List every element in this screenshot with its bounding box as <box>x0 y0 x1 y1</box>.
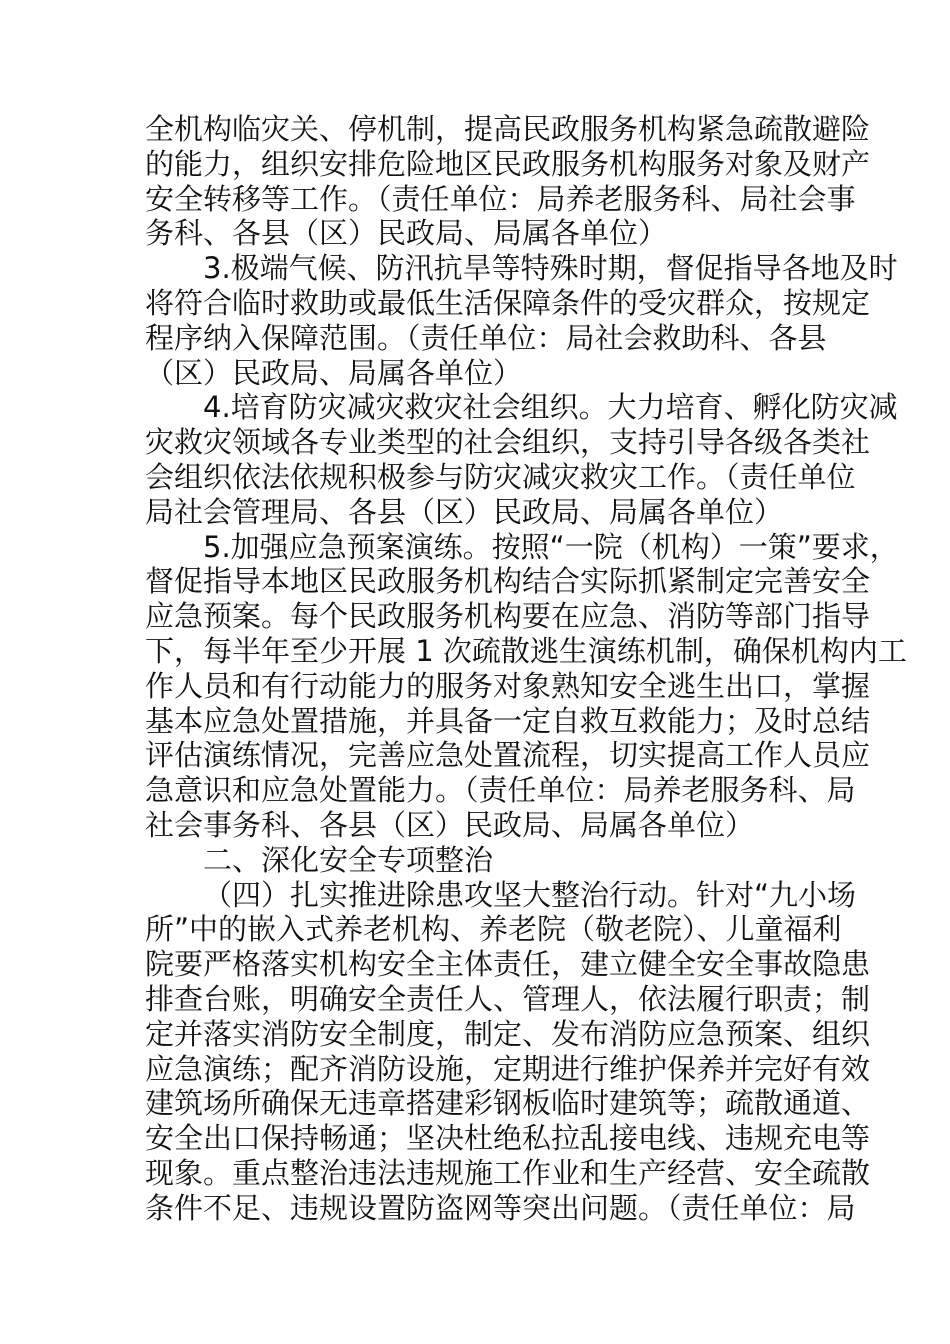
text-line: 急意识和应急处置能力。（责任单位：局养老服务科、局 <box>145 773 856 808</box>
paragraph-item-5-line: 5.加强应急预案演练。按照“一院（机构）一策”要求， <box>203 529 899 564</box>
paragraph-section-4-line: （四）扎实推进除患攻坚大整治行动。针对“九小场 <box>203 877 857 912</box>
text-line: 作人员和有行动能力的服务对象熟知安全逃生出口，掌握 <box>145 668 871 703</box>
section-heading: 二、深化安全专项整治 <box>203 842 494 877</box>
text-line: 社会事务科、各县（区）民政局、局属各单位） <box>145 807 755 842</box>
text-line: 定并落实消防安全制度，制定、发布消防应急预案、组织 <box>145 1016 871 1051</box>
text-line: 安全出口保持畅通；坚决杜绝私拉乱接电线、违规充电等 <box>145 1121 871 1156</box>
paragraph-item-3-line: 3.极端气候、防汛抗旱等特殊时期，督促指导各地及时 <box>203 251 898 286</box>
text-line: 局社会管理局、各县（区）民政局、局属各单位） <box>145 494 784 529</box>
text-line: 条件不足、违规设置防盗网等突出问题。（责任单位：局 <box>145 1190 856 1225</box>
text-line: 应急演练；配齐消防设施，定期进行维护保养并完好有效 <box>145 1051 871 1086</box>
text-line: 务科、各县（区）民政局、局属各单位） <box>145 216 668 251</box>
text-line: 全机构临灾关、停机制，提高民政服务机构紧急疏散避险 <box>145 112 871 146</box>
text-line: 安全转移等工作。（责任单位：局养老服务科、局社会事 <box>145 181 856 216</box>
text-line: 将符合临时救助或最低生活保障条件的受灾群众，按规定 <box>145 285 871 320</box>
text-line: 建筑场所确保无违章搭建彩钢板临时建筑等；疏散通道、 <box>145 1086 871 1121</box>
text-line: 督促指导本地区民政服务机构结合实际抓紧制定完善安全 <box>145 564 871 599</box>
text-line: 基本应急处置措施，并具备一定自救互救能力；及时总结 <box>145 703 871 738</box>
text-line: （区）民政局、局属各单位） <box>145 355 523 390</box>
text-line: 现象。重点整治违法违规施工作业和生产经营、安全疏散 <box>145 1155 871 1190</box>
text-line: 排查台账，明确安全责任人、管理人，依法履行职责；制 <box>145 981 871 1016</box>
text-line: 程序纳入保障范围。（责任单位：局社会救助科、各县 <box>145 320 827 355</box>
text-line: 的能力，组织安排危险地区民政服务机构服务对象及财产 <box>145 146 871 181</box>
text-line: 所”中的嵌入式养老机构、养老院（敬老院）、儿童福利 <box>145 912 842 947</box>
text-line: 评估演练情况，完善应急处置流程，切实提高工作人员应 <box>145 738 871 773</box>
text-line: 会组织依法依规积极参与防灾减灾救灾工作。（责任单位 <box>145 459 856 494</box>
text-line: 灾救灾领域各专业类型的社会组织，支持引导各级各类社 <box>145 425 871 460</box>
paragraph-item-4-line: 4.培育防灾减灾救灾社会组织。大力培育、孵化防灾减 <box>203 390 898 425</box>
document-body <box>145 112 907 1226</box>
text-line: 院要严格落实机构安全主体责任，建立健全安全事故隐患 <box>145 947 871 982</box>
text-line: 应急预案。每个民政服务机构要在应急、消防等部门指导 <box>145 599 871 634</box>
text-line: 下，每半年至少开展 1 次疏散逃生演练机制，确保机构内工 <box>145 633 907 668</box>
